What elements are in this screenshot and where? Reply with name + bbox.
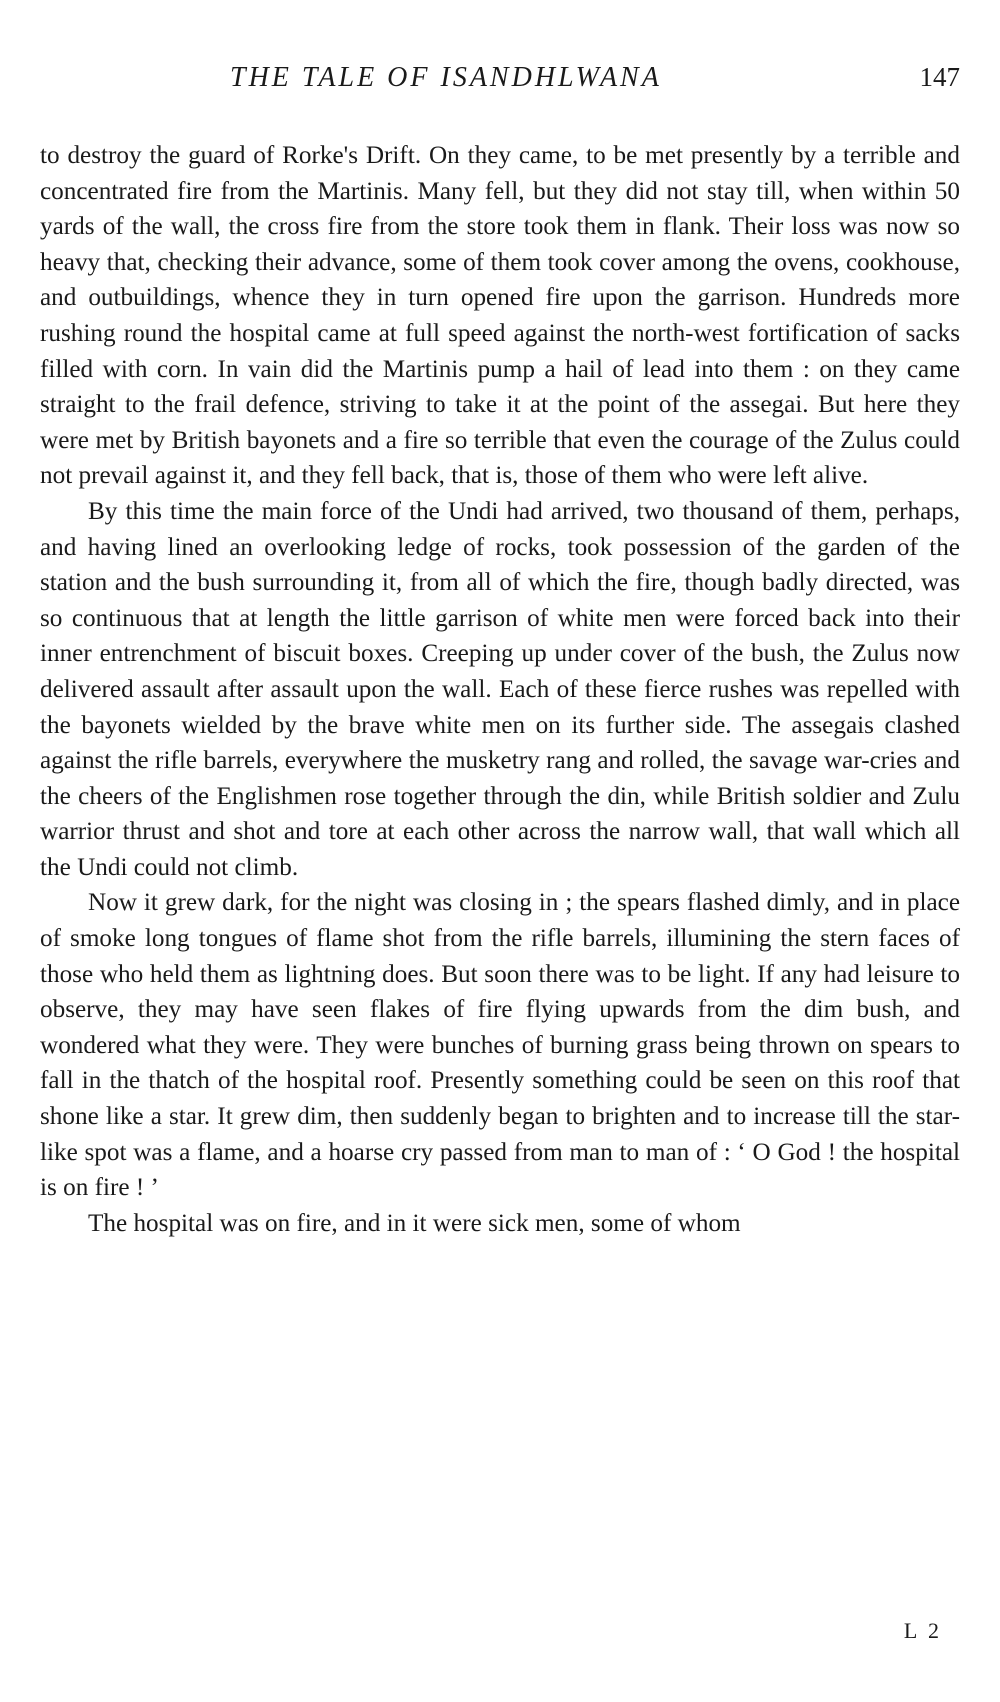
- body-text: [40, 138, 960, 1241]
- paragraph-2: By this time the main force of the Undi had arrived, two thousand of them, perhaps, and having lined an overlooking ledge of rocks, took possession of the garden of the station and the bush surrounding it, from all of which the fire, though badly directed, was so continuous that at length the little garrison of white men were forced back into their inner entrenchment of biscuit boxes. Creeping up under cover of the bush, the Zulus now delivered assault after assault upon the wall. Each of these fierce rushes was repelled with the bayonets wielded by the brave white men on its further side. The assegais clashed against the rifle barrels, everywhere the musketry rang and rolled, the savage war-cries and the cheers of the Englishmen rose together through the din, while British soldier and Zulu warrior thrust and shot and tore at each other across the narrow wall, that wall which all the Undi could not climb.: [40, 497, 960, 881]
- paragraph-4: The hospital was on fire, and in it were sick men, some of whom: [88, 1209, 741, 1237]
- signature-mark: L 2: [903, 1618, 942, 1643]
- running-head: [40, 62, 960, 102]
- paragraph-3: Now it grew dark, for the night was closing in ; the spears flashed dimly, and in place of smoke long tongues of flame shot from the rifle barrels, illumining the stern faces of those who held them as lightning does. But soon there was to be light. If any had leisure to observe, they may have seen flakes of fire flying upwards from the dim bush, and wondered what they were. They were bunches of burning grass being thrown on spears to fall in the thatch of the hospital roof. Presently something could be seen on this roof that shone like a star. It grew dim, then suddenly began to brighten and to increase till the star-like spot was a flame, and a hoarse cry passed from man to man of : ‘ O God ! the hospital is on fire ! ’: [40, 889, 960, 1202]
- book-page: [40, 62, 960, 1241]
- page-number: 147: [919, 62, 960, 92]
- paragraph-1: to destroy the guard of Rorke's Drift. On they came, to be met presently by a terrible and concentrated fire from the Martinis. Many fell, but they did not stay till, when within 50 yards of the wall, the cross fire from the store took them in flank. Their loss was now so heavy that, checking their advance, some of them took cover among the ovens, cookhouse, and outbuildings, whence they in turn opened fire upon the garrison. Hundreds more rushing round the hospital came at full speed against the north-west fortification of sacks filled with corn. In vain did the Martinis pump a hail of lead into them : on they came straight to the frail defence, striving to take it at the point of the assegai. But here they were met by British bayonets and a fire so terrible that even the courage of the Zulus could not prevail against it, and they fell back, that is, those of them who were left alive.: [40, 142, 960, 490]
- running-title: THE TALE OF ISANDHLWANA: [230, 62, 662, 93]
